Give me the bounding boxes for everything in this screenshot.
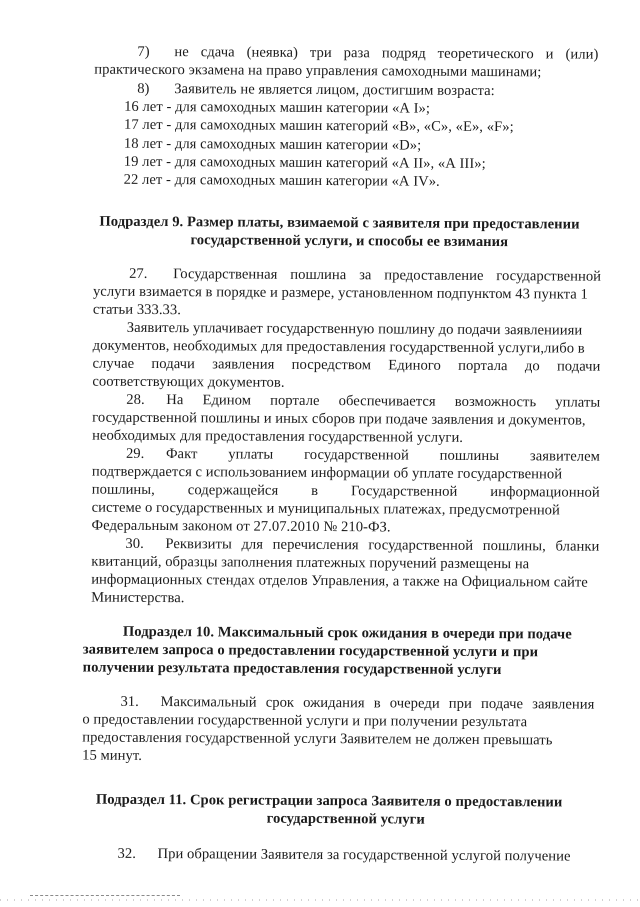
word: портала — [458, 357, 508, 375]
item-7-line-2: практического экзамена на право управления самоходными машинами; — [94, 61, 542, 81]
word: три — [309, 44, 332, 62]
word: пошлина — [290, 266, 347, 284]
word: посредством — [291, 356, 372, 374]
scan-rule — [30, 895, 180, 896]
word: до — [524, 358, 540, 375]
word: уплаты — [555, 394, 601, 411]
word: раза — [343, 45, 370, 62]
word: пошлины, — [91, 481, 155, 498]
word: государственной — [304, 446, 409, 464]
word: информационной — [490, 484, 600, 501]
age-line: 16 лет - для самоходных машин категории «А I»; — [124, 98, 431, 117]
section-heading: государственной услуги — [266, 810, 425, 828]
word: перечисления — [272, 536, 359, 554]
scan-dots — [0, 899, 640, 901]
word: подачи — [151, 355, 195, 373]
paragraph-27b-line-1: Заявитель уплачивает государственную пошлину до подачи заявлениияи — [126, 319, 583, 339]
word: заявления — [212, 356, 275, 373]
word: бланки — [555, 538, 600, 555]
paragraph-number: 32. — [117, 845, 136, 862]
word: теоретического — [437, 45, 534, 63]
word: и — [545, 46, 554, 63]
word: сдача — [200, 44, 235, 61]
word: для — [241, 536, 264, 553]
word: очереди — [389, 695, 440, 712]
word: случае — [92, 355, 135, 372]
paragraph-30-line-2: квитанций, образцы заполнения платежных поручений размещены на — [91, 553, 530, 573]
paragraph-31-line-3: предоставления государственной услуги Заявителем не должен превышать — [82, 729, 553, 749]
item-number: 7) — [137, 43, 150, 60]
word: срок — [265, 694, 295, 711]
paragraph-27b-line-2: документов, необходимых для предоставления государственной услуги,либо в — [92, 337, 585, 357]
word: ожидания — [303, 694, 365, 712]
paragraph-27b-line-4: соответствующих документов. — [92, 373, 285, 391]
word: пошлины — [439, 447, 500, 465]
paragraph-29-line-5: Федеральным законом от 27.07.2010 № 210-ФЗ. — [91, 517, 391, 536]
paragraph-27-line-2: услуги взимается в порядке и размере, установленном подпунктом 43 пункта 1 — [92, 283, 588, 303]
word: Государственной — [351, 483, 458, 500]
word: Максимальный — [160, 694, 257, 711]
word: (или) — [565, 46, 599, 63]
paragraph-27-line-3: статьи 333.33. — [92, 301, 182, 319]
word: не — [174, 44, 189, 61]
word: подряд — [381, 45, 426, 62]
age-line: 17 лет - для самоходных машин категорий «В», «С», «Е», «F»; — [123, 116, 514, 136]
paragraph-29-line-4: системе о государственных и муниципальных платежах, предусмотренной — [91, 499, 560, 519]
section-heading: получении результата предоставления государственной услуги — [82, 659, 502, 679]
word: государственной — [496, 268, 602, 285]
word: Государственная — [173, 266, 278, 283]
word: при — [448, 695, 472, 712]
word: обеспечивается — [338, 393, 436, 410]
paragraph-31-line-2: о предоставлении государственной услуги и при получении результата — [82, 711, 528, 731]
word: (неявка) — [246, 44, 299, 61]
paragraph-number: 31. — [120, 693, 139, 710]
age-line: 19 лет - для самоходных машин категорий «А II», «А III»; — [123, 153, 486, 173]
word: пошлины, — [482, 537, 546, 555]
word: Едином — [202, 392, 252, 409]
word: государственной — [368, 537, 474, 554]
scan-edge-mark — [0, 889, 640, 905]
word: заявителем — [529, 448, 600, 465]
paragraph-number: 29. — [125, 445, 145, 462]
word: Реквизиты — [165, 536, 232, 553]
item-number: 8) — [137, 80, 150, 97]
word: подаче — [480, 695, 524, 713]
word: Факт — [165, 446, 198, 463]
paragraph-31-line-4: 15 минут. — [82, 747, 142, 764]
paragraph-number: 27. — [129, 265, 148, 282]
section-heading: Подраздел 11. Срок регистрации запроса Заявителя о предоставлении — [95, 791, 563, 811]
paragraph-number: 28. — [126, 391, 145, 408]
section-heading: Подраздел 10. Максимальный срок ожидания в очереди при подаче — [122, 623, 572, 643]
paragraph-28-line-3: необходимых для предоставления государственной услуги. — [92, 427, 464, 446]
word: Единого — [388, 357, 441, 374]
paragraph-29-line-2: подтверждается с использованием информации об уплате государственной — [91, 463, 563, 483]
word: в — [373, 695, 381, 712]
word: На — [166, 392, 184, 409]
word: за — [359, 267, 372, 284]
paragraph-32-line-1: При обращении Заявителя за государственной услугой получение — [157, 846, 571, 865]
age-line: 22 лет - для самоходных машин категории «А IV». — [123, 171, 440, 190]
item-8-text: Заявитель не является лицом, достигшим возраста: — [174, 81, 495, 100]
age-line: 18 лет - для самоходных машин категории «D»; — [123, 135, 422, 154]
word: заявления — [532, 696, 595, 713]
paragraph-30-line-3: информационных стендах отделов Управления, а также на Официальном сайте — [91, 571, 588, 591]
word: портале — [270, 392, 320, 409]
word: уплаты — [228, 446, 274, 463]
paragraph-number: 30. — [125, 535, 144, 552]
paragraph-30-line-4: Министерства. — [91, 589, 185, 607]
section-heading: Подраздел 9. Размер платы, взимаемой с заявителя при предоставлении — [99, 213, 580, 233]
section-heading: заявителем запроса о предоставлении государственной услуги и при — [82, 641, 539, 661]
word: подачи — [556, 358, 601, 375]
paragraph-28-line-2: государственной пошлины и иных сборов при подаче заявления и документов, — [92, 409, 586, 429]
word: содержащейся — [187, 482, 279, 499]
section-heading: государственной услуги, и способы ее взимания — [190, 232, 509, 251]
word: в — [311, 482, 319, 499]
word: предоставление — [384, 267, 484, 284]
word: возможность — [454, 393, 537, 411]
